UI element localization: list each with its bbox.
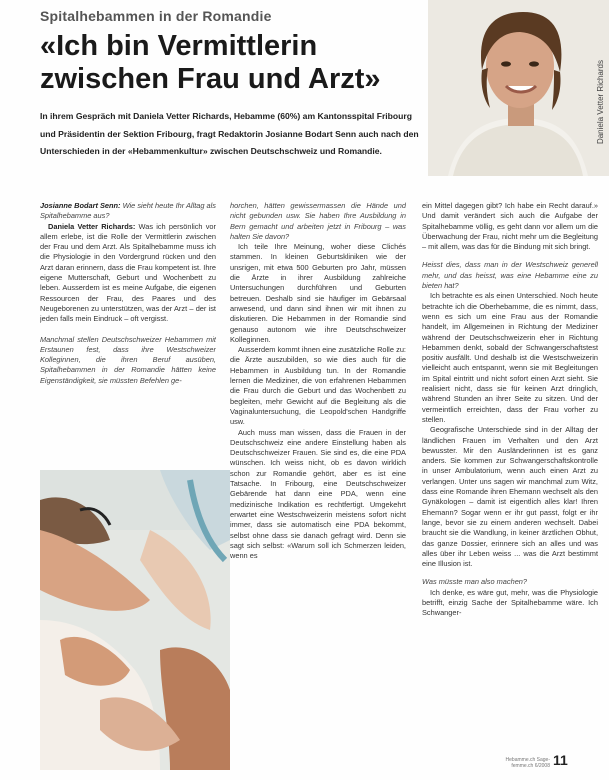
answer-4: Auch muss man wissen, dass die Frauen in der Deutschschweiz eine andere Einstellung haben als Deutschschweizer Frauen. Sie sind es, die eine PDA wünschen. Ich weiss nicht, ob es davon wirklich schon zur Romandie gehört, aber es ist eine Tatsache. In Fribourg, eine Deutschschweizer Gebärende hat dann eine PDA, wenn eine medizinische Indikation es rechtfertigt. Umgekehrt erwartet eine Westschweizerin meistens sofort nicht immer, dass sie automatisch eine PDA bekommt, selbst ohne dass sie danach gefragt wird. Denn sie sagt sich selbst: «Warum soll ich Schmerzen leiden, wenn es	[230, 427, 406, 561]
answer-1-text: Was ich persönlich vor allem erlebe, ist die Rolle der Vermittlerin zwischen der Frau und dem Arzt. Als Spitalhebamme muss ich die Physiologie in den Vordergrund rücken und den Arzt daran erinnern, dass die Frau kompetent ist. Ihre eigene Mutterschaft, Geburt und Wochenbett zu leben. Ausserdem ist es meine Aufgabe, die eigenen Ressourcen der Frau, des Paares und des Neugeborenen zu unterstützen, was der Arzt – der ist jeden falls mein Eindruck – oft vergisst.	[40, 221, 216, 324]
answer-3: Ausserdem kommt ihnen eine zusätzliche Rolle zu: die Ärzte auszubilden, so wie dies auch für die Hebammen in Ausbildung tun. In der Romandie lernen die Mediziner, die von erfahrenen Hebammen die Frau durch die Geburt und das Wochenbett zu begleiten, mehr Gewicht auf die Begleitung als die Vaginaluntersuchung, die Leopold'schen Handgriffe usw.	[230, 345, 406, 427]
portrait-illustration	[428, 0, 609, 176]
question-2: Manchmal stellen Deutschschweizer Hebammen mit Erstaunen fest, dass ihre Westschweizer Kolleginnen, die ihren Beruf ausüben, Spitalhebammen in der Romandie hätten keine Eigenständigkeit, sie müssten Befehlen ge-	[40, 334, 216, 385]
answer-6: Geografische Unterschiede sind in der Alltag der ländlichen Frauen im Verhalten und den Arzt bewusster. Mir den Ausländerinnen ist es ganz anders. Sie kommen zur Schwangerschaftskontrolle in unser Ambulatorium, wenn auch einen Arzt zu verlangen. Unter uns sagen wir manchmal zum Witz, dass eine Romande ihren Ehemann wechselt als den Gynäkologen – damit ist eigentlich alles klar! Ihren Ehemann? Sogar wenn er ihr gut passt, folgt er ihr lange, bevor sie zu einem anderen wechselt. Dabei braucht sie die Wandlung, in keiner ärztlichen Obhut, das ganze Dossier, erinnere sich an alles und was alles über ihr Leben weiss ... was die Arzt bestimmt eine Illusion ist.	[422, 425, 598, 569]
question-4: Was müsste man also machen?	[422, 577, 528, 587]
answer-2: Ich teile Ihre Meinung, woher diese Clichés stammen. In kleinen Geburtskliniken wie der unsrigen, mit etwa 500 Geburten pro Jahr, müssen die Ärzte in ihrer Ausbildung zahlreiche Untersuchungen durchführen und Geburten betreuen. Deshalb sind sie häufiger im Gebärsaal anwesend, und dann sind ihnen wir mit ihnen zu diskutieren. Die Hebammen in der Romandie sind genauso autonom wie ihre Deutschschweizer Kolleginnen.	[230, 242, 406, 344]
question-3: Heisst dies, dass man in der Westschweiz generell mehr, und das heisst, was eine Hebamme eine zu bieten hat?	[422, 260, 598, 291]
question-2-continued: horchen, hätten gewissermassen die Hände und nicht gebunden usw. Sie haben Ihre Ausbildung in Bern gemacht und arbeiten jetzt in Fribourg – was halten Sie davon?	[230, 201, 406, 241]
section-kicker: Spitalhebammen in der Romandie	[40, 8, 272, 24]
hands-photo	[40, 470, 230, 770]
photo-credit: Daniela Vetter Richards	[596, 60, 605, 145]
text-column-2	[230, 201, 406, 756]
answer-7: Ich denke, es wäre gut, mehr, was die Physiologie betrifft, einzig Sache der Spitalhebamme wäre. Ich Schwanger-	[422, 587, 598, 618]
article-intro: In ihrem Gespräch mit Daniela Vetter Richards, Hebamme (60%) am Kantonsspital Fribourg und Präsidentin der Sektion Fribourg, fragt Redaktorin Josianne Bodart Senn auch nach den Unterschieden in der «Hebammenkultur» zwischen Deutschschweiz und Romandie.	[40, 111, 419, 156]
portrait-photo	[428, 0, 609, 176]
interviewer-name: Josianne Bodart Senn:	[40, 201, 121, 210]
article-headline	[40, 30, 420, 96]
answer-1	[40, 222, 216, 325]
interviewee-name: Daniela Vetter Richards:	[48, 221, 136, 231]
answer-5: Ich betrachte es als einen Unterschied. Noch heute betrachte ich die Oberhebamme, die es nimmt, dass, wenn es sich um eine Frau aus der Romandie handelt, im Allgemeinen in Richtung der Mediziner während der Deutschschweizerin eher in Richtung Hebammen denkt, sobald der Schwangerschaftstest positiv ausfällt. Und deshalb ist die Westschweizerin vielleicht auch entspannt, wenn sie mit Begleitungen im Spital eintritt und nicht sofort einen Arzt sieht. Sie realisiert nicht, dass sie für keinen Arzt dringlich, während Stunden an ihrer Seite zu sitzen. Und der vermeintlich erreichten, dass der Frau vorher zu stellen.	[422, 291, 598, 424]
hands-illustration	[40, 470, 230, 770]
magazine-footer: Hebamme.ch Sage-femme.ch 6/2008	[505, 757, 550, 769]
question-1-text: Wie sieht heute Ihr Alltag als Spitalhebamme aus?	[40, 201, 216, 221]
headline-line-1: «Ich bin Vermittlerin	[40, 30, 318, 62]
text-column-3	[422, 201, 598, 729]
question-1	[40, 201, 216, 222]
text-column-1	[40, 201, 216, 466]
headline-line-2: zwischen Frau und Arzt»	[40, 63, 381, 95]
answer-4-continued: ein Mittel dagegen gibt? Ich habe ein Recht darauf.» Und damit verändert sich auch die Aufgabe der Spitalhebamme völlig, es geht dann vor allem um die Überwachung der Frau, nicht mehr um die Begleitung – mit allem, was das für die Bindung mit sich bringt.	[422, 201, 598, 252]
page-number: 11	[553, 752, 568, 768]
